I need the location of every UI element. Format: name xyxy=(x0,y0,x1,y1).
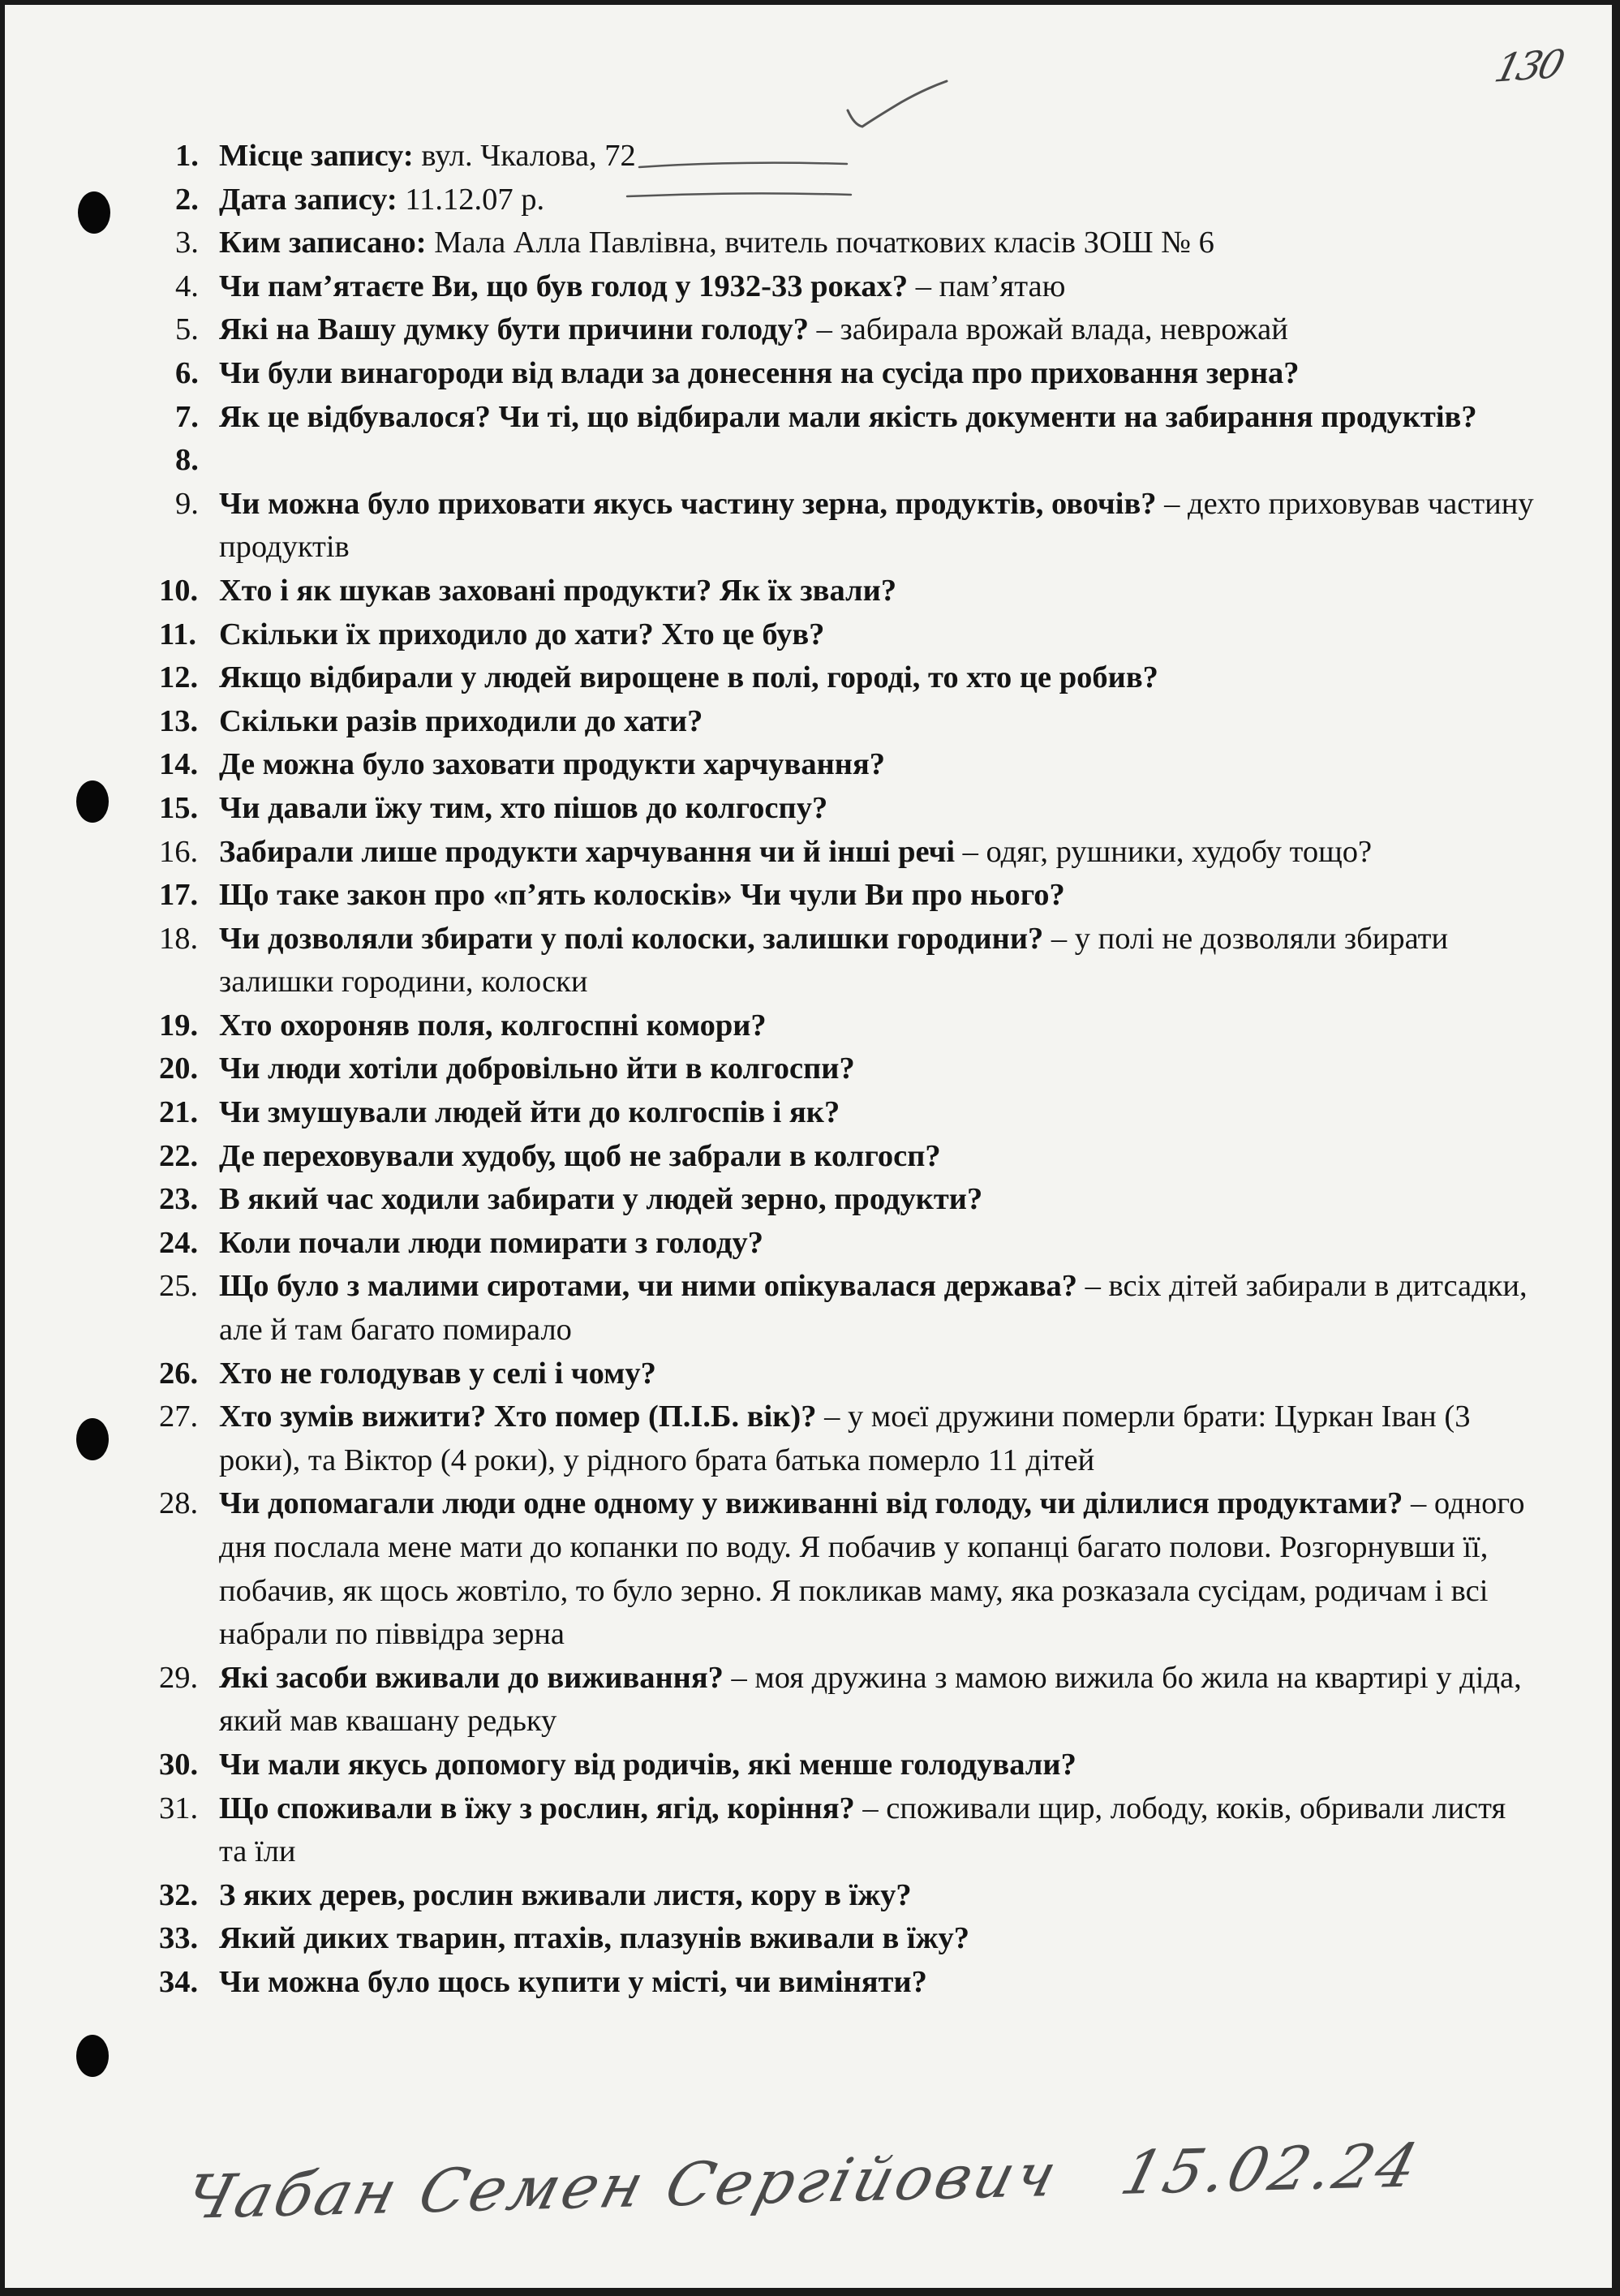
question-item xyxy=(5,831,1612,875)
question-number: 28. xyxy=(159,1486,199,1521)
punch-hole xyxy=(76,2035,109,2077)
question-item xyxy=(5,1961,1612,2005)
question-text: Скільки разів приходили до хати? xyxy=(219,703,703,738)
question-number: 10. xyxy=(159,573,199,608)
answer-text: – у моєї дружини померли брати: Цуркан Іван (3 роки), та Віктор (4 роки), у рідного брата батька померло 11 дітей xyxy=(219,1400,1471,1477)
field-value: вул. Чкалова, 72 xyxy=(421,139,636,173)
question-item xyxy=(5,1352,1612,1396)
question-text: Чи допомагали люди одне одному у виживанні від голоду, чи ділилися продуктами? xyxy=(219,1486,1403,1521)
question-number: 3. xyxy=(175,226,199,260)
question-number: 16. xyxy=(159,834,199,869)
question-text: Скільки їх приходило до хати? Хто це був? xyxy=(219,617,825,651)
question-item xyxy=(5,787,1612,831)
question-text: Чи були винагороди від влади за донесення на сусіда про приховання зерна? xyxy=(219,355,1300,390)
question-number: 27. xyxy=(159,1400,199,1434)
question-text: Якщо відбирали у людей вирощене в полі, городі, то хто це робив? xyxy=(219,660,1158,695)
handwritten-signature xyxy=(178,2131,1428,2233)
question-number: 21. xyxy=(159,1095,199,1130)
question-text: Чи люди хотіли добровільно йти в колгоспи? xyxy=(219,1051,855,1086)
question-item xyxy=(5,700,1612,744)
signature-date: 15.02.24 xyxy=(1114,2130,1428,2208)
question-text: Чи дозволяли збирати у полі колоски, залишки городини? xyxy=(219,921,1044,956)
questionnaire-list xyxy=(5,135,1612,2005)
question-number: 34. xyxy=(159,1964,199,1999)
question-item xyxy=(5,1874,1612,1918)
question-item xyxy=(5,265,1612,309)
question-number: 31. xyxy=(159,1791,199,1825)
question-number: 22. xyxy=(159,1138,199,1173)
question-text: Який диких тварин, птахів, плазунів вживали в їжу? xyxy=(219,1921,969,1956)
question-number: 13. xyxy=(159,703,199,738)
page-number: 130 xyxy=(1490,41,1566,92)
question-text: Які на Вашу думку бути причини голоду? xyxy=(219,312,810,347)
question-item xyxy=(5,1395,1612,1482)
question-item xyxy=(5,874,1612,918)
question-text: Хто і як шукав заховані продукти? Як їх звали? xyxy=(219,573,897,608)
question-number: 7. xyxy=(175,399,199,434)
question-item xyxy=(5,918,1612,1004)
question-number: 4. xyxy=(175,269,199,303)
answer-text: – одяг, рушники, худобу тощо? xyxy=(962,834,1373,869)
question-text: Чи можна було приховати якусь частину зерна, продуктів, овочів? xyxy=(219,486,1157,521)
question-item xyxy=(5,135,1612,178)
question-item xyxy=(5,396,1612,440)
question-item xyxy=(5,1135,1612,1179)
question-number: 30. xyxy=(159,1747,199,1782)
question-number: 6. xyxy=(175,355,199,390)
document-page xyxy=(5,5,1612,2288)
question-text: Чи можна було щось купити у місті, чи виміняти? xyxy=(219,1964,927,1999)
question-text: З яких дерев, рослин вживали листя, кору в їжу? xyxy=(219,1877,912,1912)
question-item xyxy=(5,1265,1612,1352)
question-number: 26. xyxy=(159,1356,199,1391)
question-item xyxy=(5,570,1612,613)
question-text: Чи давали їжу тим, хто пішов до колгоспу? xyxy=(219,790,828,825)
question-number: 12. xyxy=(159,660,199,695)
question-number: 15. xyxy=(159,790,199,825)
question-number: 1. xyxy=(175,139,199,173)
answer-text: – забирала врожай влада, неврожай xyxy=(816,312,1288,347)
question-number: 2. xyxy=(175,182,199,217)
question-text: Де можна було заховати продукти харчування? xyxy=(219,747,886,782)
field-label: Дата запису: xyxy=(219,182,397,217)
question-text: Чи змушували людей йти до колгоспів і як? xyxy=(219,1095,840,1130)
question-number: 29. xyxy=(159,1660,199,1695)
question-text: Як це відбувалося? Чи ті, що відбирали мали якість документи на забирання продуктів? xyxy=(219,399,1477,434)
question-item xyxy=(5,656,1612,700)
question-item xyxy=(5,439,1612,483)
question-number: 5. xyxy=(175,312,199,347)
answer-text: – дехто приховував частину продуктів xyxy=(219,486,1534,565)
question-number: 14. xyxy=(159,747,199,782)
field-label: Місце запису: xyxy=(219,139,414,173)
question-item xyxy=(5,1047,1612,1091)
question-number: 33. xyxy=(159,1921,199,1956)
question-number: 20. xyxy=(159,1051,199,1086)
question-number: 18. xyxy=(159,921,199,956)
question-item xyxy=(5,613,1612,657)
question-item xyxy=(5,743,1612,787)
question-item xyxy=(5,1178,1612,1222)
question-item xyxy=(5,1787,1612,1874)
question-number: 9. xyxy=(175,486,199,521)
question-text: Забирали лише продукти харчування чи й інші речі xyxy=(219,834,956,869)
question-text: В який час ходили забирати у людей зерно, продукти? xyxy=(219,1182,983,1217)
question-item xyxy=(5,1004,1612,1048)
question-text: Що було з малими сиротами, чи ними опікувалася держава? xyxy=(219,1269,1078,1304)
question-text: Чи пам’ятаєте Ви, що був голод у 1932-33 роках? xyxy=(219,269,909,303)
question-number: 23. xyxy=(159,1182,199,1217)
question-number: 32. xyxy=(159,1877,199,1912)
question-text: Що таке закон про «п’ять колосків» Чи чули Ви про нього? xyxy=(219,878,1065,913)
question-item xyxy=(5,308,1612,352)
question-number: 11. xyxy=(159,617,197,651)
question-text: Чи мали якусь допомогу від родичів, які менше голодували? xyxy=(219,1747,1076,1782)
question-text: Де переховували худобу, щоб не забрали в колгосп? xyxy=(219,1138,941,1173)
answer-text: – одного дня послала мене мати до копанки по воду. Я побачив у копанці багато полови. Розгорнувши її, побачив, як щось жовтіло, то було зерно. Я покликав маму, яка розказала сусідам, родичам і всі набрали по піввідра зерна xyxy=(219,1486,1525,1652)
question-text: Хто не голодував у селі і чому? xyxy=(219,1356,656,1391)
question-item xyxy=(5,221,1612,265)
question-item xyxy=(5,483,1612,570)
question-item xyxy=(5,1222,1612,1266)
question-text: Які засоби вживали до виживання? xyxy=(219,1660,724,1695)
question-item xyxy=(5,1743,1612,1787)
field-value: Мала Алла Павлівна, вчитель початкових класів ЗОШ № 6 xyxy=(434,226,1214,260)
answer-text: – всіх дітей забирали в дитсадки, але й там багато помирало xyxy=(219,1269,1528,1348)
field-label: Ким записано: xyxy=(219,226,427,260)
question-text: Хто охороняв поля, колгоспні комори? xyxy=(219,1008,767,1043)
question-number: 8. xyxy=(175,443,199,478)
question-number: 17. xyxy=(159,878,199,913)
question-item xyxy=(5,178,1612,222)
field-value: 11.12.07 р. xyxy=(405,182,545,217)
question-item xyxy=(5,1657,1612,1743)
signature-name: Чабан Семен Сергійович xyxy=(177,2140,1068,2233)
answer-text: – пам’ятаю xyxy=(915,269,1066,303)
checkmark-icon xyxy=(844,78,950,135)
question-item xyxy=(5,352,1612,396)
question-item xyxy=(5,1917,1612,1961)
question-text: Хто зумів вижити? Хто помер (П.І.Б. вік)? xyxy=(219,1400,817,1434)
answer-text: – споживали щир, лободу, коків, обривали листя та їли xyxy=(219,1791,1506,1869)
answer-text: – моя дружина з мамою вижила бо жила на квартирі у діда, який мав квашану редьку xyxy=(219,1660,1522,1739)
answer-text: – у полі не дозволяли збирати залишки городини, колоски xyxy=(219,921,1449,1000)
question-text: Коли почали люди помирати з голоду? xyxy=(219,1225,763,1260)
question-item xyxy=(5,1482,1612,1656)
question-item xyxy=(5,1091,1612,1135)
question-number: 25. xyxy=(159,1269,199,1304)
question-text: Що споживали в їжу з рослин, ягід, коріння? xyxy=(219,1791,855,1825)
question-number: 19. xyxy=(159,1008,199,1043)
question-number: 24. xyxy=(159,1225,199,1260)
